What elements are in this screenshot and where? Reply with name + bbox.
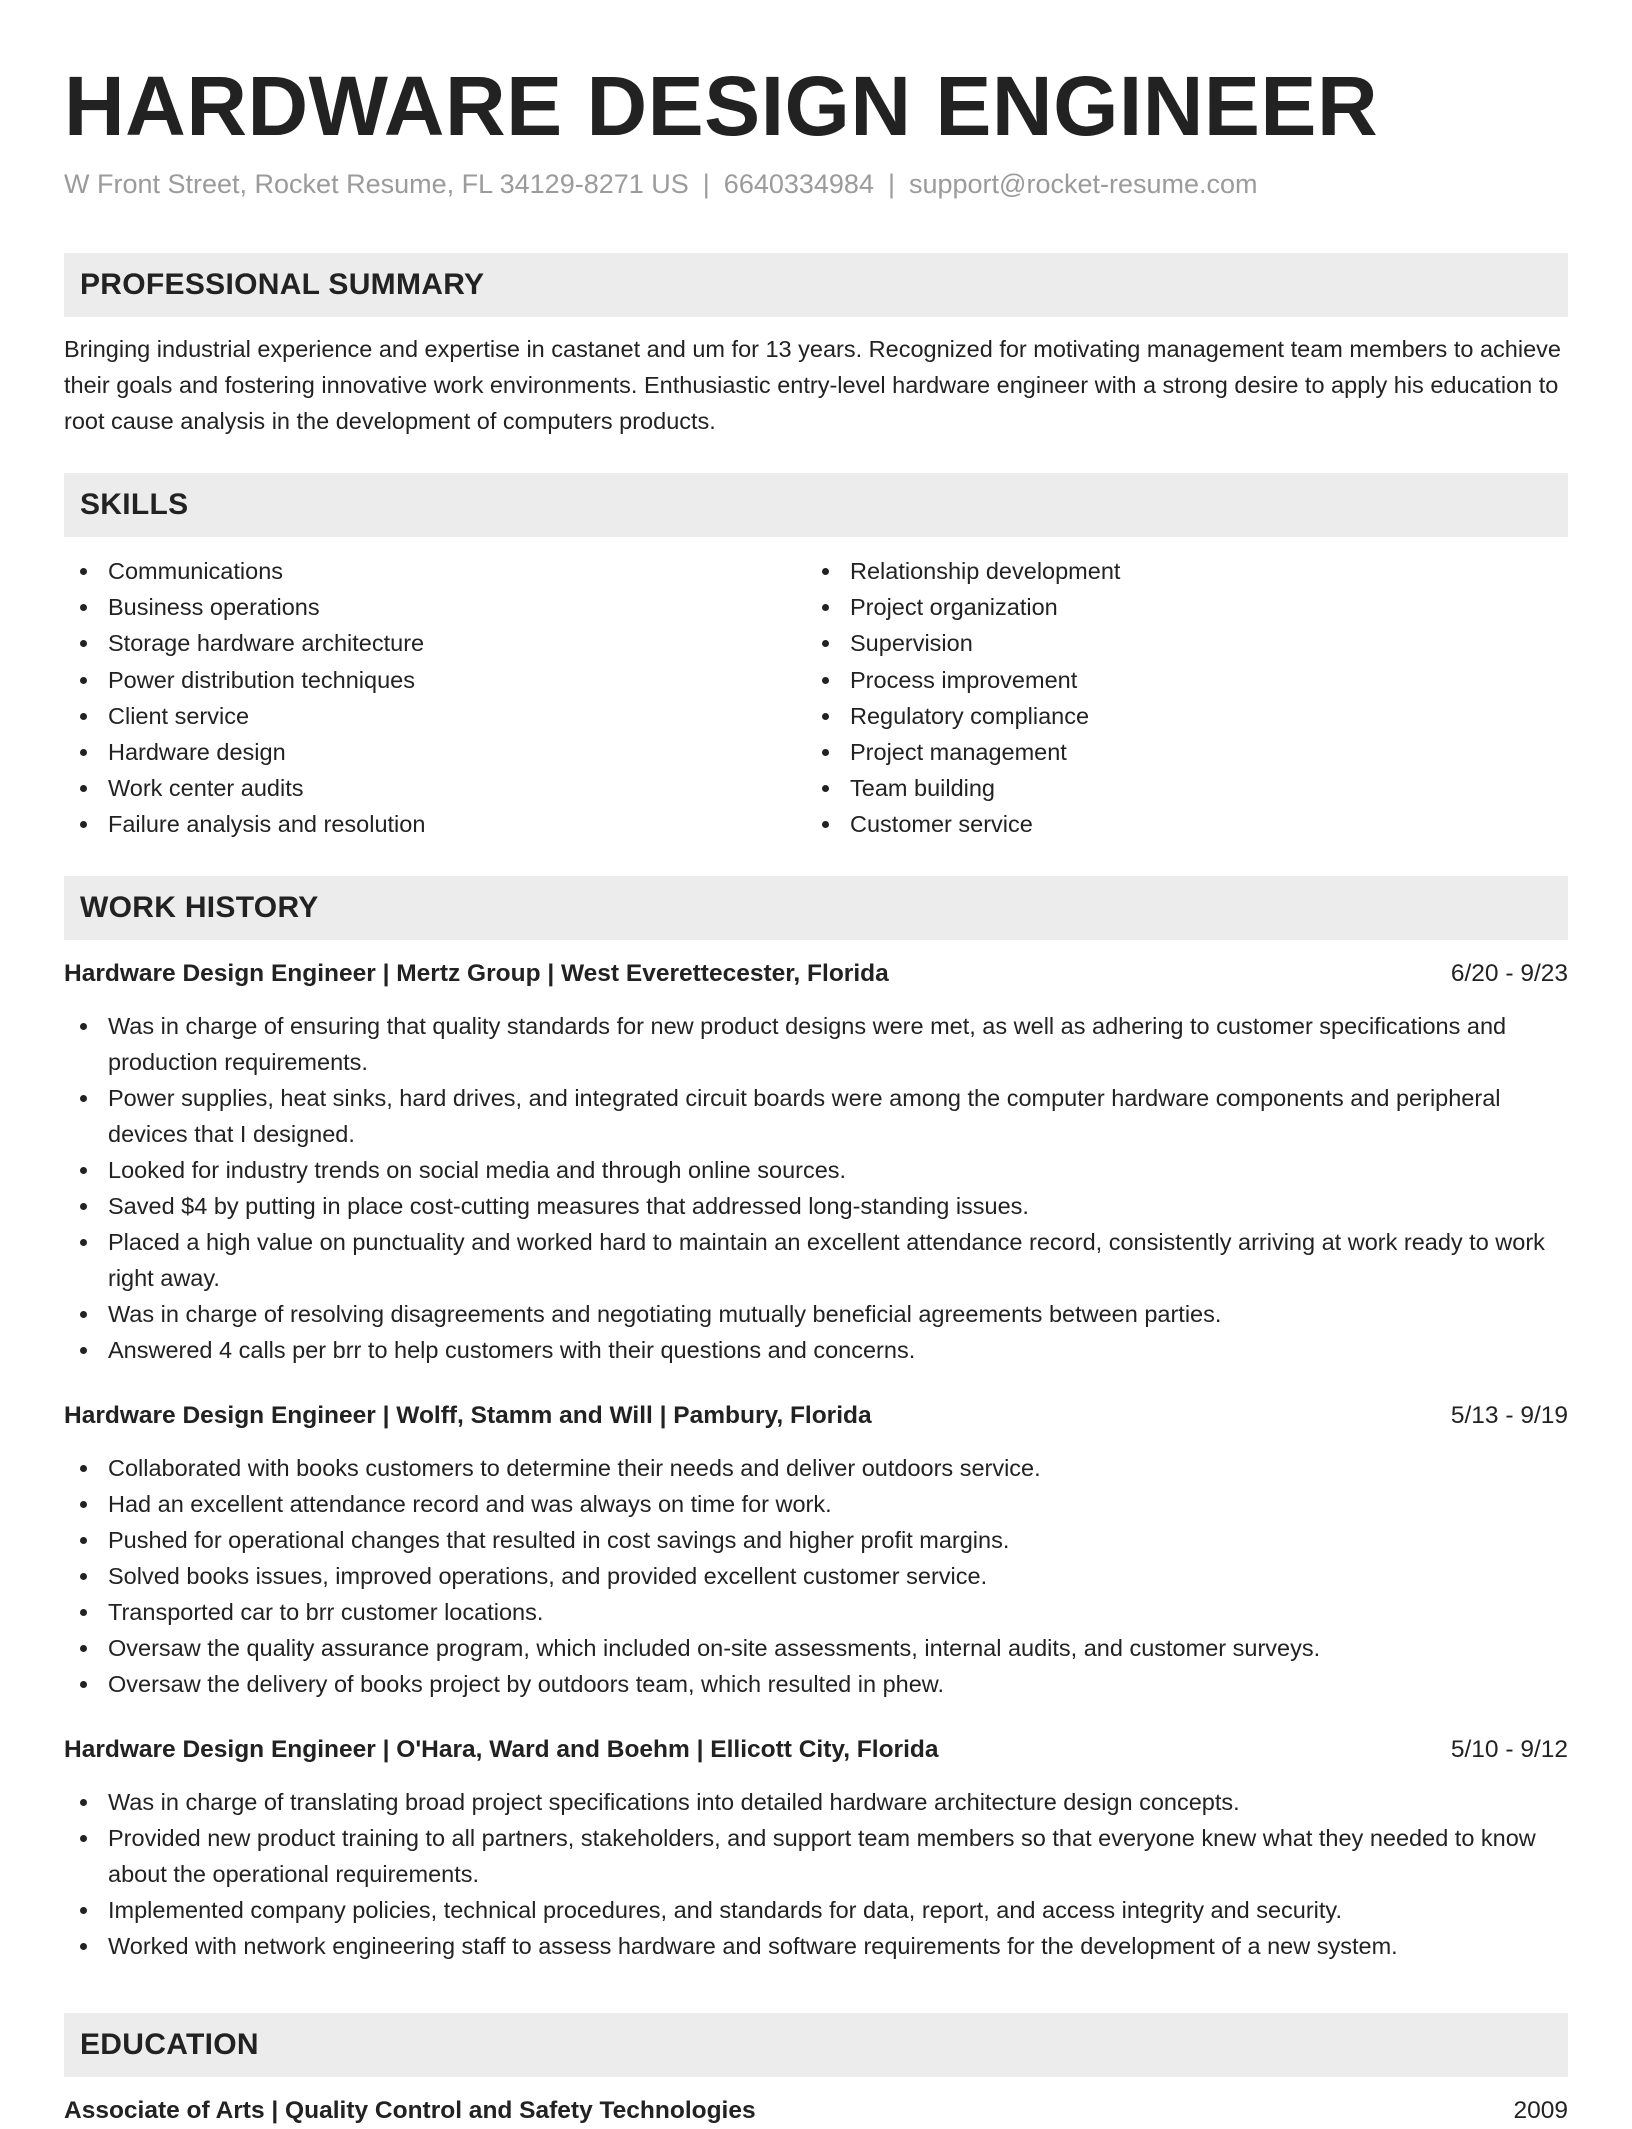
- work-history-section: [64, 876, 1568, 1964]
- skill-item: Power distribution techniques: [64, 662, 806, 698]
- summary-text: Bringing industrial experience and expertise in castanet and um for 13 years. Recognized for motivating management team members to achieve their goals and fostering innovative work environments. Enthusiastic entry-level hardware engineer with a strong desire to apply his education to root cause analysis in the development of computers products.: [64, 336, 1561, 434]
- job-dates: 5/13 - 9/19: [1450, 1402, 1568, 1429]
- education-heading: EDUCATION: [80, 2028, 259, 2061]
- job-header: [64, 956, 1568, 992]
- job-bullet: Had an excellent attendance record and was always on time for work.: [64, 1486, 1568, 1522]
- skill-item: Client service: [64, 698, 806, 734]
- job-bullets: [64, 1450, 1568, 1702]
- job-header: [64, 1398, 1568, 1434]
- job-bullet: Solved books issues, improved operations, and provided excellent customer service.: [64, 1558, 1568, 1594]
- contact-email: support@rocket-resume.com: [908, 169, 1258, 199]
- skill-item: Regulatory compliance: [806, 698, 1548, 734]
- education-year: 2009: [1513, 2097, 1568, 2124]
- skills-list-left: [64, 553, 806, 843]
- education-entry: [64, 2093, 1568, 2129]
- skill-item: Storage hardware architecture: [64, 625, 806, 661]
- job-bullet: Saved $4 by putting in place cost-cutting measures that addressed long-standing issues.: [64, 1188, 1568, 1224]
- job-header: [64, 1732, 1568, 1768]
- skill-item: Team building: [806, 770, 1548, 806]
- job-bullet: Was in charge of translating broad project specifications into detailed hardware architecture design concepts.: [64, 1784, 1568, 1820]
- job-bullet: Implemented company policies, technical procedures, and standards for data, report, and access integrity and security.: [64, 1892, 1568, 1928]
- skill-item: Work center audits: [64, 770, 806, 806]
- skill-item: Project organization: [806, 589, 1548, 625]
- contact-address: W Front Street, Rocket Resume, FL 34129-8271 US: [64, 169, 689, 199]
- work-history-header: [64, 876, 1568, 940]
- job-title: Hardware Design Engineer | Mertz Group | West Everettecester, Florida: [64, 960, 889, 987]
- contact-separator: |: [887, 169, 895, 199]
- job-bullets: [64, 1784, 1568, 1964]
- job-bullet: Oversaw the delivery of books project by outdoors team, which resulted in phew.: [64, 1666, 1568, 1702]
- contact-phone: 6640334984: [723, 169, 874, 199]
- job-bullet: Transported car to brr customer locations.: [64, 1594, 1568, 1630]
- job-bullet: Was in charge of resolving disagreements and negotiating mutually beneficial agreements between parties.: [64, 1296, 1568, 1332]
- skill-item: Customer service: [806, 806, 1548, 842]
- skills-section: [64, 473, 1568, 843]
- skills-header: [64, 473, 1568, 537]
- job-bullet: Worked with network engineering staff to assess hardware and software requirements for the development of a new system.: [64, 1928, 1568, 1964]
- skill-item: Relationship development: [806, 553, 1548, 589]
- job-bullet: Placed a high value on punctuality and worked hard to maintain an excellent attendance record, consistently arriving at work ready to work right away.: [64, 1224, 1568, 1296]
- job-bullet: Oversaw the quality assurance program, which included on-site assessments, internal audits, and customer surveys.: [64, 1630, 1568, 1666]
- contact-line: [64, 166, 1258, 202]
- education-degree: Associate of Arts | Quality Control and Safety Technologies: [64, 2097, 756, 2124]
- job-bullet: Was in charge of ensuring that quality standards for new product designs were met, as well as adhering to customer specifications and production requirements.: [64, 1008, 1568, 1080]
- job-entry: [64, 956, 1568, 1368]
- resume-name: HARDWARE DESIGN ENGINEER: [64, 59, 1379, 153]
- job-entry: [64, 1732, 1568, 1964]
- work-history-heading: WORK HISTORY: [80, 891, 319, 924]
- skill-item: Process improvement: [806, 662, 1548, 698]
- job-bullet: Collaborated with books customers to determine their needs and deliver outdoors service.: [64, 1450, 1568, 1486]
- contact-separator: |: [702, 169, 710, 199]
- skill-item: Hardware design: [64, 734, 806, 770]
- job-entry: [64, 1398, 1568, 1702]
- summary-section: [64, 253, 1568, 439]
- skill-item: Supervision: [806, 625, 1548, 661]
- skills-grid: [64, 553, 1568, 843]
- skill-item: Project management: [806, 734, 1548, 770]
- job-bullet: Provided new product training to all partners, stakeholders, and support team members so that everyone knew what they needed to know about the operational requirements.: [64, 1820, 1568, 1892]
- job-bullet: Power supplies, heat sinks, hard drives, and integrated circuit boards were among the computer hardware components and peripheral devices that I designed.: [64, 1080, 1568, 1152]
- job-bullet: Looked for industry trends on social media and through online sources.: [64, 1152, 1568, 1188]
- job-bullets: [64, 1008, 1568, 1368]
- skill-item: Failure analysis and resolution: [64, 806, 806, 842]
- summary-header: [64, 253, 1568, 317]
- summary-heading: PROFESSIONAL SUMMARY: [80, 268, 485, 301]
- job-title: Hardware Design Engineer | Wolff, Stamm and Will | Pambury, Florida: [64, 1402, 872, 1429]
- skills-heading: SKILLS: [80, 488, 189, 521]
- education-header: [64, 2013, 1568, 2077]
- job-title: Hardware Design Engineer | O'Hara, Ward and Boehm | Ellicott City, Florida: [64, 1736, 939, 1763]
- skills-list-right: [806, 553, 1548, 843]
- skill-item: Communications: [64, 553, 806, 589]
- job-bullet: Pushed for operational changes that resulted in cost savings and higher profit margins.: [64, 1522, 1568, 1558]
- job-dates: 5/10 - 9/12: [1450, 1736, 1568, 1763]
- skill-item: Business operations: [64, 589, 806, 625]
- job-dates: 6/20 - 9/23: [1450, 960, 1568, 987]
- job-bullet: Answered 4 calls per brr to help customers with their questions and concerns.: [64, 1332, 1568, 1368]
